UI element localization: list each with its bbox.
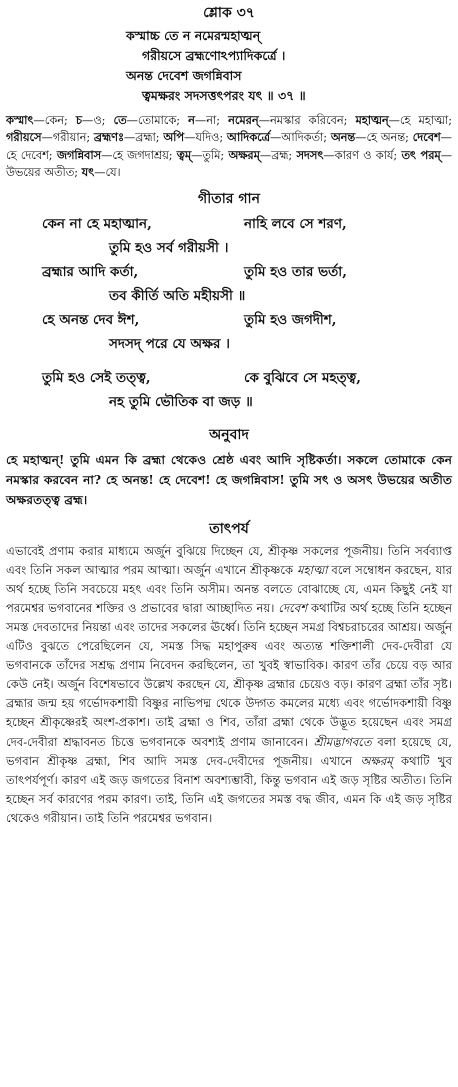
song-line: তুমি হও সর্ব গরীয়সী । [109, 239, 229, 256]
synonym-term: যৎ [81, 165, 95, 180]
synonym-term: চ [75, 113, 83, 127]
song-line-left: হে অনন্ত দেব ঈশ, [42, 311, 140, 328]
song-line-right: নাহি লবে সে শরণ, [244, 215, 347, 232]
verse-line-3: অনন্ত দেবেশ জগন্নিবাস [126, 68, 242, 83]
synonym-term: অনন্ত [330, 130, 356, 145]
song-line: সদসদ্‌ পরে যে অক্ষর । [109, 335, 230, 352]
synonym-meaning: হে দেবেশ [6, 148, 49, 162]
synonym-term: তৎ পরম্ [401, 147, 441, 162]
purport-segment: বলে সম্বোধন করছেন, যার অর্থ হচ্ছে তিনি সবচেয়ে মহৎ এবং তিনি অসীম। অনন্ত বলতে বোঝাচ্ছে যে, এমন কিছুই নেই যা পরমেশ্বর ভগবানের শক্তির ও প্রভাবের দ্বারা আচ্ছাদিত নয়। [6, 562, 452, 615]
song-line-pair [6, 366, 452, 390]
synonym-term: ত্বম্ [176, 147, 192, 162]
verse-line-1: কস্মাচ্চ তে ন নমেরন্মহাত্মন্‌ [126, 28, 261, 43]
purport-segment: কথাটি খুব তাৎপর্যপূর্ণ। কারণ এই জড় জগতের বিনাশ অবশ্যম্ভাবী, কিন্তু ভগবান এই জড় সৃষ্টির অতীত। তিনি হচ্ছেন সর্ব কারণের পরম কারণ। তাই, তিনি এই জগতের সমস্ত বদ্ধ জীব, এমন কি এই জড় সৃষ্টির থেকেও গরীয়ান। তাই তিনি পরমেশ্বর ভগবান। [6, 753, 452, 825]
song-line-right: কে বুঝিবে সে মহত্ত্ব, [244, 369, 361, 386]
synonym-meaning: নমস্কার করিবেন [269, 114, 344, 127]
synonym-term: তে [113, 113, 127, 127]
synonym-term: ব্রহ্মণঃ [93, 130, 124, 145]
synonym-meaning: না [206, 114, 217, 127]
song-heading: গীতার গান [198, 190, 260, 207]
song-line-left: কেন না হে মহাত্মান, [42, 215, 152, 232]
synonym-meaning: তোমাকে [137, 114, 177, 127]
synonym-meaning: হে জগদাশ্রয় [112, 148, 169, 162]
song-line-pair [6, 260, 452, 284]
synonym-term: জগন্নিবাস [56, 147, 102, 162]
purport-segment: এভাবেই প্রণাম করার মাধ্যমে অর্জুন বুঝিয়ে দিচ্ছেন যে, শ্রীকৃষ্ণ সকলের পূজনীয়। তিনি সর্বব্যাপ্ত এবং তিনি সকল আত্মার পরম আত্মা। অর্জুন এখানে শ্রীকৃষ্ণকে [6, 543, 452, 577]
synonym-meaning: যদিও [195, 131, 220, 145]
song-line-left: তুমি হও সেই তত্ত্ব, [42, 369, 151, 386]
song-line-pair [6, 308, 452, 332]
purport-emphasis: অক্ষরম্ [360, 753, 393, 768]
synonym-meaning: গরীয়ান [52, 131, 87, 145]
song-line-left: ব্রহ্মার আদি কর্তা, [42, 263, 139, 280]
synonym-term: ন [188, 113, 195, 127]
translation-heading: অনুবাদ [209, 426, 249, 443]
song-line: তব কীর্তি অতি মহীয়সী ॥ [109, 287, 246, 304]
synonym-meaning: ব্রহ্ম [271, 148, 289, 162]
purport-emphasis: দেবেশ [278, 600, 308, 615]
purport-text [6, 542, 452, 828]
synonym-term: আদিকর্ত্রে [226, 130, 270, 145]
synonym-term: অক্ষরম্ [228, 147, 260, 162]
song-lyrics [6, 212, 452, 414]
synonym-meaning: যে [105, 166, 117, 180]
synonym-meaning: তুমি [202, 148, 221, 162]
synonym-term: সদসৎ [296, 147, 324, 162]
verse-line-2: গরীয়সে ব্রহ্মণোঽপ্যাদিকর্ত্রে । [142, 48, 286, 63]
synonym-meaning: হে মহাত্মা [399, 114, 449, 127]
synonym-term: গরীয়সে [6, 130, 42, 145]
synonym-meaning: উভয়ের অতীত [6, 166, 75, 180]
purport-segment: কথাটির অর্থ হচ্ছে তিনি হচ্ছেন সমস্ত দেবতাদের নিয়ন্তা এবং তাদের সকলের ঊর্ধ্বে। তিনি হচ্ছেন সমগ্র বিশ্বচরাচরের আশ্রয়। অর্জুন এটিও বুঝতে পেরেছিলেন যে, সমস্ত সিদ্ধ মহাপুরুষ এবং অত্যন্ত শক্তিশালী দেব-দেবীরা যে ভগবানকে তাঁদের সশ্রদ্ধ প্রণাম নিবেদন করছিলেন, তা খুবই স্বাভাবিক। কারণ তাঁর চেয়ে বড় আর কেউ নেই। অর্জুন বিশেষভাবে উল্লেখ করছেন যে, শ্রীকৃষ্ণ ব্রহ্মার চেয়েও বড়। কারণ ব্রহ্মা তাঁর সৃষ্ট। ব্রহ্মার জন্ম হয় গর্ভোদকশায়ী বিষ্ণুর নাভিপদ্ম থেকে উদ্গত কমলের মধ্যে এবং গর্ভোদকশায়ী বিষ্ণু হচ্ছেন শ্রীকৃষ্ণেরই অংশ-প্রকাশ। তাই ব্রহ্মা ও শিব, তাঁরা ব্রহ্মা থেকে উদ্ভূত হয়েছেন এবং সমগ্র দেব-দেবীরা শ্রদ্ধাবনত চিত্তে ভগবানকে অবশ্যই প্রণাম জানাবেন। [6, 600, 452, 749]
purport-emphasis: মহাত্মা [297, 562, 328, 577]
synonym-meaning: ও [93, 114, 102, 127]
sanskrit-verse [6, 26, 452, 106]
synonym-term: নমেরন্ [228, 113, 259, 127]
synonym-meaning: হে অনন্ত [366, 131, 406, 145]
song-line: নহ তুমি ভৌতিক বা জড় ॥ [109, 393, 253, 410]
synonym-term: অপি [163, 130, 185, 145]
song-line-right: তুমি হও জগদীশ, [244, 311, 337, 328]
translation-text: হে মহাত্মন্! তুমি এমন কি ব্রহ্মা থেকেও শ্রেষ্ঠ এবং আদি সৃষ্টিকর্তা। সকলে তোমাকে কেন নমস্কার করবেন না? হে অনন্ত! হে দেবেশ! হে জগন্নিবাস! তুমি সৎ ও অসৎ উভয়ের অতীত অক্ষরতত্ত্ব ব্রহ্ম। [6, 452, 452, 507]
purport-heading: তাৎপর্য [209, 520, 249, 537]
song-line-right: তুমি হও তার ভর্তা, [244, 263, 347, 280]
synonym-term: কস্মাৎ [6, 113, 34, 127]
synonym-meaning: কেন [44, 114, 64, 127]
purport-emphasis: শ্রীমদ্ভাগবতে [313, 734, 372, 749]
synonym-meaning: আদিকর্তা [281, 131, 324, 145]
synonym-term: দেবেশ [412, 130, 441, 145]
purport-segment: বলা হয়েছে যে, ভগবান শ্রীকৃষ্ণ ব্রহ্মা, শিব আদি সমস্ত দেব-দেবীদের পূজনীয়। এখানে [6, 734, 452, 768]
synonym-meaning: কারণ ও কার্য [334, 148, 394, 162]
synonym-meaning: ব্রহ্মা [135, 131, 156, 145]
verse-line-4: ত্বমক্ষরং সদসত্তৎপরং যৎ ॥ ৩৭ ॥ [142, 88, 306, 103]
synonym-term: মহাত্মন্ [355, 113, 389, 127]
word-for-word-synonyms: কস্মাৎ—কেন; চ—ও; তে—তোমাকে; ন—না; নমেরন্—নমস্কার করিবেন; মহাত্মন্—হে মহাত্মা; গরীয়সে—গরীয়ান; ব্রহ্মণঃ—ব্রহ্মা; অপি—যদিও; আদিকর্ত্রে—আদিকর্তা; অনন্ত—হে অনন্ত; দেবেশ—হে দেবেশ; জগন্নিবাস—হে জগদাশ্রয়; ত্বম্—তুমি; অক্ষরম্—ব্রহ্ম; সদসৎ—কারণ ও কার্য; তৎ পরম্—উভয়ের অতীত; যৎ—যে। [6, 113, 453, 180]
song-line-pair [6, 212, 452, 236]
verse-number-heading: শ্লোক ৩৭ [203, 5, 255, 21]
